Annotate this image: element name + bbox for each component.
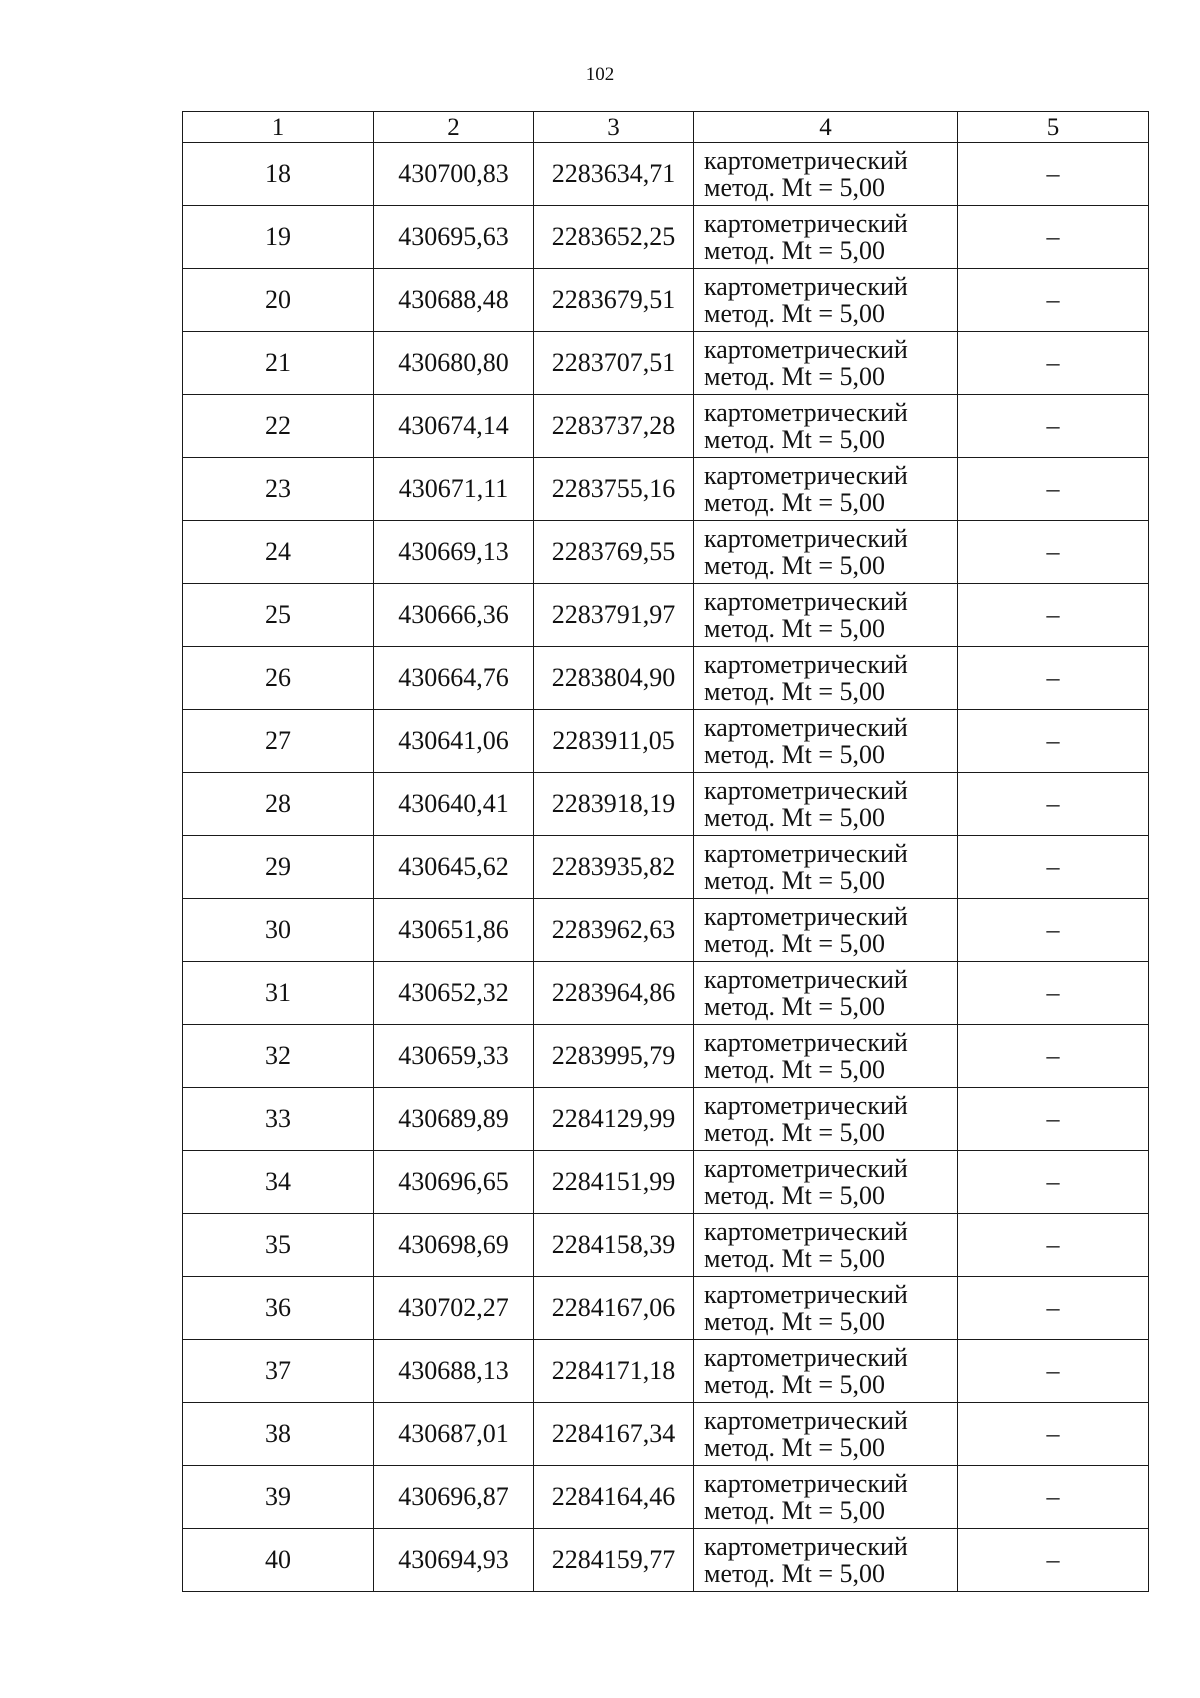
y-coordinate-cell: 2284164,46 — [534, 1466, 694, 1529]
method-line-1: картометрический — [704, 901, 908, 931]
method-cell — [694, 647, 958, 710]
table-row — [183, 269, 1149, 332]
method-line-2: метод. Mt = 5,00 — [704, 803, 885, 832]
y-coordinate-cell: 2283737,28 — [534, 395, 694, 458]
method-line-2: метод. Mt = 5,00 — [704, 551, 885, 580]
y-coordinate-cell: 2284129,99 — [534, 1088, 694, 1151]
point-number-cell: 33 — [183, 1088, 374, 1151]
page-number: 102 — [585, 64, 615, 85]
table-row — [183, 458, 1149, 521]
method-line-1: картометрический — [704, 1216, 908, 1246]
point-number-cell: 28 — [183, 773, 374, 836]
y-coordinate-cell: 2284167,34 — [534, 1403, 694, 1466]
point-number-cell: 35 — [183, 1214, 374, 1277]
method-line-2: метод. Mt = 5,00 — [704, 1181, 885, 1210]
method-cell — [694, 269, 958, 332]
header-cell-2: 2 — [374, 112, 534, 143]
table-row — [183, 773, 1149, 836]
method-line-2: метод. Mt = 5,00 — [704, 1433, 885, 1462]
x-coordinate-cell: 430641,06 — [374, 710, 534, 773]
column-5-cell: – — [958, 1403, 1149, 1466]
y-coordinate-cell: 2283634,71 — [534, 143, 694, 206]
method-cell — [694, 332, 958, 395]
method-cell — [694, 206, 958, 269]
method-cell — [694, 1466, 958, 1529]
column-5-cell: – — [958, 1214, 1149, 1277]
table-row — [183, 1403, 1149, 1466]
method-line-2: метод. Mt = 5,00 — [704, 614, 885, 643]
table-row — [183, 1214, 1149, 1277]
column-5-cell: – — [958, 206, 1149, 269]
x-coordinate-cell: 430651,86 — [374, 899, 534, 962]
method-line-2: метод. Mt = 5,00 — [704, 236, 885, 265]
method-line-1: картометрический — [704, 775, 908, 805]
method-line-1: картометрический — [704, 586, 908, 616]
point-number-cell: 31 — [183, 962, 374, 1025]
method-cell — [694, 1151, 958, 1214]
method-line-2: метод. Mt = 5,00 — [704, 425, 885, 454]
method-cell — [694, 584, 958, 647]
column-5-cell: – — [958, 773, 1149, 836]
method-line-2: метод. Mt = 5,00 — [704, 929, 885, 958]
x-coordinate-cell: 430696,65 — [374, 1151, 534, 1214]
method-line-1: картометрический — [704, 271, 908, 301]
x-coordinate-cell: 430696,87 — [374, 1466, 534, 1529]
method-line-1: картометрический — [704, 1027, 908, 1057]
method-line-2: метод. Mt = 5,00 — [704, 1559, 885, 1588]
method-cell — [694, 962, 958, 1025]
y-coordinate-cell: 2283962,63 — [534, 899, 694, 962]
y-coordinate-cell: 2283804,90 — [534, 647, 694, 710]
point-number-cell: 21 — [183, 332, 374, 395]
point-number-cell: 20 — [183, 269, 374, 332]
x-coordinate-cell: 430700,83 — [374, 143, 534, 206]
method-line-1: картометрический — [704, 1342, 908, 1372]
y-coordinate-cell: 2284158,39 — [534, 1214, 694, 1277]
point-number-cell: 19 — [183, 206, 374, 269]
column-5-cell: – — [958, 521, 1149, 584]
column-5-cell: – — [958, 1277, 1149, 1340]
table-row — [183, 206, 1149, 269]
table-row — [183, 1088, 1149, 1151]
y-coordinate-cell: 2283679,51 — [534, 269, 694, 332]
x-coordinate-cell: 430680,80 — [374, 332, 534, 395]
table-row — [183, 584, 1149, 647]
column-5-cell: – — [958, 899, 1149, 962]
method-line-2: метод. Mt = 5,00 — [704, 1244, 885, 1273]
method-line-2: метод. Mt = 5,00 — [704, 1496, 885, 1525]
y-coordinate-cell: 2284151,99 — [534, 1151, 694, 1214]
method-line-1: картометрический — [704, 208, 908, 238]
method-cell — [694, 836, 958, 899]
y-coordinate-cell: 2284171,18 — [534, 1340, 694, 1403]
table-header — [183, 112, 1149, 143]
point-number-cell: 25 — [183, 584, 374, 647]
method-cell — [694, 1025, 958, 1088]
table-row — [183, 395, 1149, 458]
method-line-2: метод. Mt = 5,00 — [704, 677, 885, 706]
x-coordinate-cell: 430674,14 — [374, 395, 534, 458]
x-coordinate-cell: 430687,01 — [374, 1403, 534, 1466]
point-number-cell: 37 — [183, 1340, 374, 1403]
table-row — [183, 521, 1149, 584]
y-coordinate-cell: 2283769,55 — [534, 521, 694, 584]
point-number-cell: 40 — [183, 1529, 374, 1592]
method-line-2: метод. Mt = 5,00 — [704, 992, 885, 1021]
column-5-cell: – — [958, 332, 1149, 395]
table-row — [183, 899, 1149, 962]
y-coordinate-cell: 2283707,51 — [534, 332, 694, 395]
table-row — [183, 1340, 1149, 1403]
method-line-1: картометрический — [704, 1153, 908, 1183]
y-coordinate-cell: 2283755,16 — [534, 458, 694, 521]
point-number-cell: 29 — [183, 836, 374, 899]
method-line-2: метод. Mt = 5,00 — [704, 1370, 885, 1399]
method-line-2: метод. Mt = 5,00 — [704, 362, 885, 391]
y-coordinate-cell: 2283935,82 — [534, 836, 694, 899]
column-5-cell: – — [958, 1025, 1149, 1088]
column-5-cell: – — [958, 647, 1149, 710]
method-cell — [694, 395, 958, 458]
y-coordinate-cell: 2283791,97 — [534, 584, 694, 647]
method-line-1: картометрический — [704, 1090, 908, 1120]
x-coordinate-cell: 430698,69 — [374, 1214, 534, 1277]
header-cell-4: 4 — [694, 112, 958, 143]
column-5-cell: – — [958, 962, 1149, 1025]
column-5-cell: – — [958, 1340, 1149, 1403]
point-number-cell: 39 — [183, 1466, 374, 1529]
method-cell — [694, 521, 958, 584]
method-cell — [694, 773, 958, 836]
method-line-1: картометрический — [704, 460, 908, 490]
point-number-cell: 24 — [183, 521, 374, 584]
table-row — [183, 143, 1149, 206]
table-row — [183, 1025, 1149, 1088]
method-cell — [694, 710, 958, 773]
column-5-cell: – — [958, 1088, 1149, 1151]
method-cell — [694, 1529, 958, 1592]
table-row — [183, 332, 1149, 395]
column-5-cell: – — [958, 395, 1149, 458]
method-line-1: картометрический — [704, 1468, 908, 1498]
table-row — [183, 647, 1149, 710]
point-number-cell: 22 — [183, 395, 374, 458]
method-line-1: картометрический — [704, 1405, 908, 1435]
point-number-cell: 34 — [183, 1151, 374, 1214]
table-row — [183, 1151, 1149, 1214]
table-row — [183, 710, 1149, 773]
method-line-1: картометрический — [704, 397, 908, 427]
method-line-1: картометрический — [704, 145, 908, 175]
x-coordinate-cell: 430664,76 — [374, 647, 534, 710]
method-line-1: картометрический — [704, 1279, 908, 1309]
y-coordinate-cell: 2283911,05 — [534, 710, 694, 773]
method-line-2: метод. Mt = 5,00 — [704, 866, 885, 895]
y-coordinate-cell: 2283918,19 — [534, 773, 694, 836]
x-coordinate-cell: 430659,33 — [374, 1025, 534, 1088]
table-row — [183, 1277, 1149, 1340]
column-5-cell: – — [958, 710, 1149, 773]
method-cell — [694, 143, 958, 206]
column-5-cell: – — [958, 143, 1149, 206]
x-coordinate-cell: 430652,32 — [374, 962, 534, 1025]
method-cell — [694, 1088, 958, 1151]
header-cell-1: 1 — [183, 112, 374, 143]
method-line-2: метод. Mt = 5,00 — [704, 1118, 885, 1147]
x-coordinate-cell: 430671,11 — [374, 458, 534, 521]
method-line-1: картометрический — [704, 964, 908, 994]
point-number-cell: 18 — [183, 143, 374, 206]
method-line-1: картометрический — [704, 649, 908, 679]
point-number-cell: 30 — [183, 899, 374, 962]
table-row — [183, 836, 1149, 899]
method-line-2: метод. Mt = 5,00 — [704, 173, 885, 202]
point-number-cell: 38 — [183, 1403, 374, 1466]
x-coordinate-cell: 430694,93 — [374, 1529, 534, 1592]
column-5-cell: – — [958, 584, 1149, 647]
column-5-cell: – — [958, 836, 1149, 899]
method-line-2: метод. Mt = 5,00 — [704, 488, 885, 517]
method-cell — [694, 1214, 958, 1277]
method-cell — [694, 458, 958, 521]
x-coordinate-cell: 430695,63 — [374, 206, 534, 269]
header-cell-5: 5 — [958, 112, 1149, 143]
table-row — [183, 1529, 1149, 1592]
method-line-2: метод. Mt = 5,00 — [704, 299, 885, 328]
x-coordinate-cell: 430688,13 — [374, 1340, 534, 1403]
y-coordinate-cell: 2284159,77 — [534, 1529, 694, 1592]
point-number-cell: 36 — [183, 1277, 374, 1340]
method-line-1: картометрический — [704, 523, 908, 553]
method-line-1: картометрический — [704, 838, 908, 868]
table-row — [183, 962, 1149, 1025]
column-5-cell: – — [958, 269, 1149, 332]
point-number-cell: 32 — [183, 1025, 374, 1088]
method-line-1: картометрический — [704, 712, 908, 742]
column-5-cell: – — [958, 1466, 1149, 1529]
x-coordinate-cell: 430688,48 — [374, 269, 534, 332]
y-coordinate-cell: 2283995,79 — [534, 1025, 694, 1088]
coordinates-table — [182, 111, 1149, 1592]
x-coordinate-cell: 430640,41 — [374, 773, 534, 836]
header-cell-3: 3 — [534, 112, 694, 143]
method-line-2: метод. Mt = 5,00 — [704, 1307, 885, 1336]
column-5-cell: – — [958, 1529, 1149, 1592]
method-line-1: картометрический — [704, 1531, 908, 1561]
x-coordinate-cell: 430666,36 — [374, 584, 534, 647]
method-cell — [694, 1403, 958, 1466]
method-cell — [694, 1277, 958, 1340]
method-line-1: картометрический — [704, 334, 908, 364]
header-row — [183, 112, 1149, 143]
point-number-cell: 26 — [183, 647, 374, 710]
method-cell — [694, 899, 958, 962]
x-coordinate-cell: 430702,27 — [374, 1277, 534, 1340]
column-5-cell: – — [958, 1151, 1149, 1214]
method-line-2: метод. Mt = 5,00 — [704, 1055, 885, 1084]
table-body — [183, 143, 1149, 1592]
x-coordinate-cell: 430645,62 — [374, 836, 534, 899]
y-coordinate-cell: 2284167,06 — [534, 1277, 694, 1340]
method-cell — [694, 1340, 958, 1403]
column-5-cell: – — [958, 458, 1149, 521]
table-row — [183, 1466, 1149, 1529]
x-coordinate-cell: 430669,13 — [374, 521, 534, 584]
y-coordinate-cell: 2283964,86 — [534, 962, 694, 1025]
point-number-cell: 27 — [183, 710, 374, 773]
y-coordinate-cell: 2283652,25 — [534, 206, 694, 269]
method-line-2: метод. Mt = 5,00 — [704, 740, 885, 769]
x-coordinate-cell: 430689,89 — [374, 1088, 534, 1151]
point-number-cell: 23 — [183, 458, 374, 521]
